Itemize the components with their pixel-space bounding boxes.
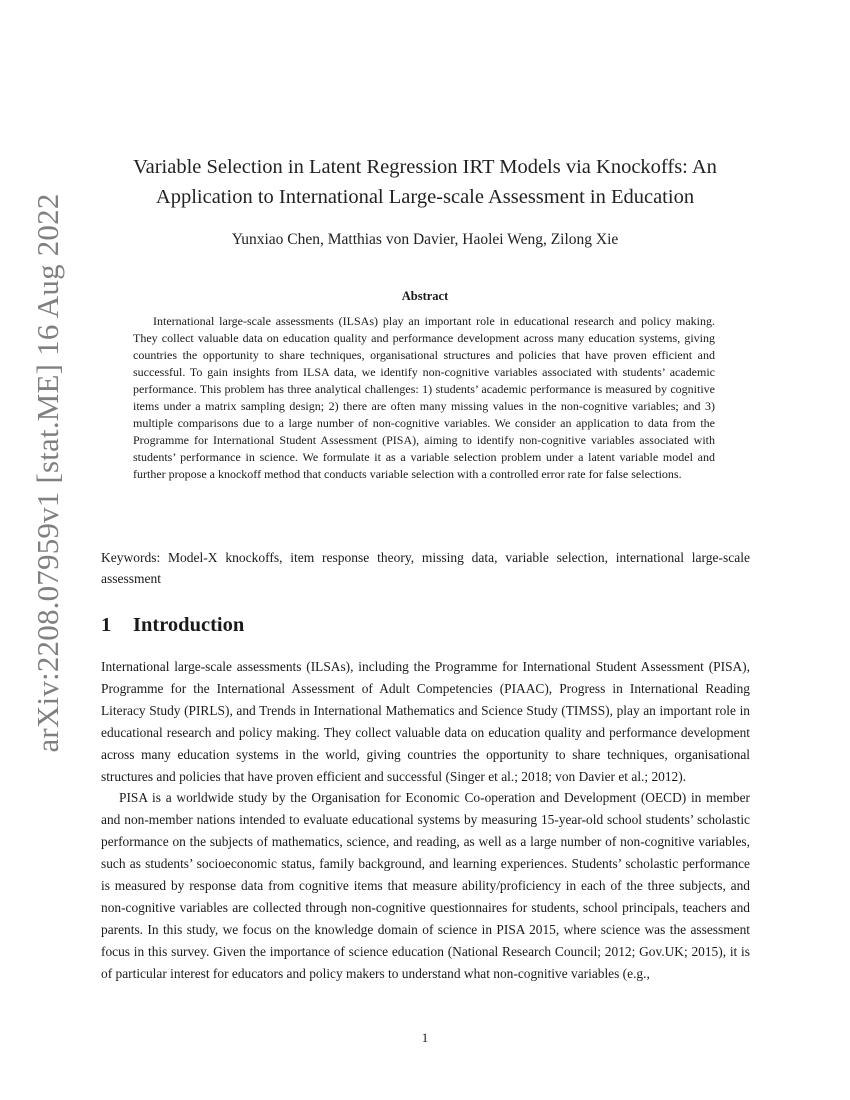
paragraph: International large-scale assessments (ILSAs), including the Programme for International Student Assessment (PISA), Programme for the International Assessment of Adult Competencies (PIAAC), Progress in International Reading Literacy Study (PIRLS), and Trends in International Mathematics and Science Study (TIMSS), play an important role in educational research and policy making. They collect valuable data on education quality and performance development across many education systems in the world, giving countries the opportunity to share techniques, organisational structures and policies that have proven efficient and successful (Singer et al.; 2018; von Davier et al.; 2012). [101, 659, 750, 784]
arxiv-identifier: arXiv:2208.07959v1 [stat.ME] 16 Aug 2022 [30, 193, 65, 753]
abstract-heading: Abstract [401, 289, 449, 303]
paragraph: PISA is a worldwide study by the Organisation for Economic Co-operation and Development (OECD) in member and non-member nations intended to evaluate educational systems by measuring 15-year-old school students’ scholastic performance on the subjects of mathematics, science, and reading, as well as a large number of non-cognitive variables, such as students’ socioeconomic status, family background, and learning experiences. Students’ scholastic performance is measured by response data from cognitive items that measure ability/proficiency in each of the three subjects, and non-cognitive variables are collected through non-cognitive questionnaires for students, school principals, teachers and parents. In this study, we focus on the knowledge domain of science in PISA 2015, where science was the assessment focus in this survey. Given the importance of science education (National Research Council; 2012; Gov.UK; 2015), it is of particular interest for educators and policy makers to understand what non-cognitive variables (e.g., [101, 790, 750, 981]
section-title: Introduction [133, 614, 245, 636]
section-heading [101, 614, 244, 637]
keywords: Keywords: Model-X knockoffs, item response theory, missing data, variable selection, international large-scale assessment [101, 550, 750, 586]
section-number: 1 [101, 614, 112, 636]
abstract-text: International large-scale assessments (ILSAs) play an important role in educational research and policy making. They collect valuable data on education quality and performance development across many education systems, giving countries the opportunity to share techniques, organisational structures and policies that have proven efficient and successful. To gain insights from ILSA data, we identify non-cognitive variables associated with students’ academic performance. This problem has three analytical challenges: 1) students’ academic performance is measured by cognitive items under a matrix sampling design; 2) there are often many missing values in the non-cognitive variables; and 3) multiple comparisons due to a large number of non-cognitive variables. We consider an application to data from the Programme for International Student Assessment (PISA), aiming to identify non-cognitive variables associated with students’ performance in science. We formulate it as a variable selection problem under a latent variable model and further propose a knockoff method that conducts variable selection with a controlled error rate for false selections. [133, 314, 715, 481]
paper-title: Variable Selection in Latent Regression IRT Models via Knockoffs: An Application to International Large-scale Assessment in Education [133, 156, 717, 208]
page-number: 1 [421, 1030, 429, 1045]
section-body [101, 656, 750, 985]
author-list: Yunxiao Chen, Matthias von Davier, Haolei Weng, Zilong Xie [231, 231, 619, 248]
